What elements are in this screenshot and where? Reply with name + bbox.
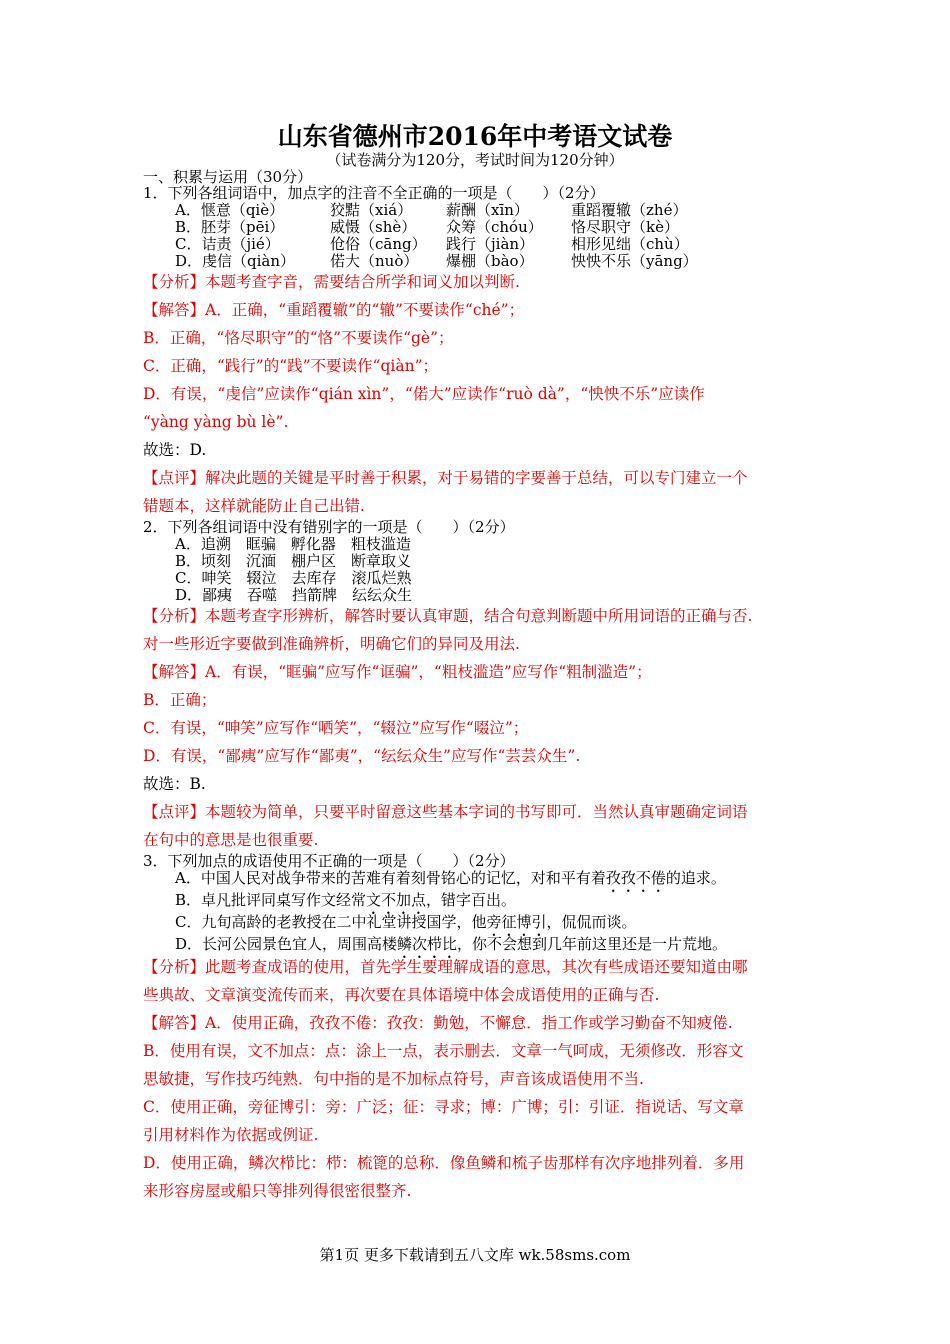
q1-answer-line-2: B．正确，“恪尽职守”的“恪”不要读作“gè”； [143, 329, 454, 347]
q2-option-d: D．鄙痍 吞噬 挡箭牌 纭纭众生 [175, 586, 413, 604]
q1-a-word-3: 薪酬（xīn） [446, 201, 529, 219]
q1-c-word-3: 践行（jiàn） [446, 235, 535, 253]
q2-comment-line-1: 【点评】本题较为简单，只要平时留意这些基本字词的书写即可．当然认真审题确定词语 [143, 803, 748, 821]
q3-answer-line-1: 【解答】A．使用正确，孜孜不倦：孜孜：勤勉，不懈怠．指工作或学习勤奋不知疲倦. [143, 1014, 733, 1032]
q3-d-text: D．长河公园景色宜人，周围高楼 [175, 935, 398, 953]
q1-answer-line-4: D．有误，“虔信”应读作“qián xìn”，“偌大”应读作“ruò dà”，“怏怏不乐”应读作 [143, 385, 705, 403]
q2-analysis-line-2: 对一些形近字要做到准确辨析，明确它们的异同及用法. [143, 635, 520, 653]
q1-c-word-2: 伧俗（cāng） [330, 235, 427, 253]
page-footer: 第1页 更多下载请到五八文库 wk.58sms.com [319, 1246, 631, 1264]
q1-d-word-2: 偌大（nuò） [330, 252, 419, 270]
q3-c-idiom: 旁征博引 [486, 913, 547, 931]
q2-choice: 故选：B. [143, 775, 206, 793]
q1-a-word-1: A．惬意（qiè） [175, 201, 285, 219]
q1-stem: 1．下列各组词语中，加点字的注音不全正确的一项是（ ）（2分） [143, 184, 605, 202]
q1-option-c [0, 235, 950, 253]
q1-analysis: 【分析】本题考查字音，需要结合所学和词义加以判断. [143, 273, 520, 291]
q2-option-b: B．顷刻 沉湎 棚户区 断章取义 [175, 552, 412, 570]
q3-d-idiom: 鳞次栉比 [397, 935, 458, 953]
q3-d-text-end: ，你不会想到几年前这里还是一片荒地。 [457, 935, 728, 953]
q1-b-word-2: 威慑（shè） [330, 218, 417, 236]
q1-b-word-4: 恪尽职守（kè） [571, 218, 679, 236]
section-heading: 一、积累与运用（30分） [143, 168, 313, 186]
q3-answer-line-4: C．使用正确，旁征博引：旁：广泛；征：寻求；博：广博；引：引证．指说话、写文章 [143, 1098, 744, 1116]
q3-c-text-end: ，侃侃而谈。 [546, 913, 637, 931]
q3-answer-line-7: 来形容房屋或船只等排列得很密很整齐. [143, 1182, 412, 1200]
q1-c-word-1: C．诘责（jié） [175, 235, 280, 253]
q1-comment-line-2: 错题本，这样就能防止自己出错. [143, 497, 365, 515]
exam-subtitle: （试卷满分为120分，考试时间为120分钟） [326, 151, 624, 169]
q2-comment-line-2: 在句中的意思是也很重要. [143, 831, 319, 849]
q1-a-word-4: 重蹈覆辙（zhé） [571, 201, 688, 219]
q2-analysis-line-1: 【分析】本题考查字形辨析，解答时要认真审题，结合句意判断题中所用词语的正确与否. [143, 607, 753, 625]
q3-stem: 3．下列加点的成语使用不正确的一项是（ ）（2分） [143, 852, 515, 870]
q3-analysis-line-2: 些典故、文章演变流传而来，再次要在具体语境中体会成语使用的正确与否. [143, 986, 660, 1004]
q1-a-word-2: 狡黠（xiá） [330, 201, 413, 219]
page-title: 山东省德州市2016年中考语文试卷 [277, 122, 673, 151]
q3-answer-line-3: 思敏捷，写作技巧纯熟．句中指的是不加标点符号，声音该成语使用不当. [143, 1070, 644, 1088]
q1-b-word-3: 众筹（chóu） [446, 218, 543, 236]
q1-option-b [0, 218, 950, 236]
q1-choice: 故选：D. [143, 441, 207, 459]
q2-answer-line-2: B．正确； [143, 691, 217, 709]
q2-option-a: A．追溯 眶骗 孵化器 粗枝滥造 [175, 535, 411, 553]
q3-a-text-end: 的追求。 [665, 869, 726, 887]
q3-b-text: B．卓凡批评同桌写作文经常 [175, 891, 367, 909]
q3-a-text: A．中国人民对战争带来的苦难有着刻骨铭心的记忆，对和平有着 [175, 869, 606, 887]
q3-a-idiom: 孜孜不倦 [605, 869, 666, 887]
q1-option-d [0, 252, 950, 270]
q1-b-word-1: B．胚芽（pēi） [175, 218, 285, 236]
q1-option-a [0, 201, 950, 219]
q3-answer-line-2: B．使用有误，文不加点：点：涂上一点，表示删去．文章一气呵成，无须修改．形容文 [143, 1042, 744, 1060]
q2-option-c: C．呻笑 辍泣 去库存 滚瓜烂熟 [175, 569, 412, 587]
q1-answer-line-1: 【解答】A．正确，“重蹈覆辙”的“辙”不要读作“ché”； [143, 301, 525, 319]
q3-b-idiom: 文不加点 [366, 891, 427, 909]
q1-c-word-4: 相形见绌（chù） [571, 235, 689, 253]
q2-answer-line-4: D．有误，“鄙痍”应写作“鄙夷”，“纭纭众生”应写作“芸芸众生”. [143, 747, 581, 765]
q3-answer-line-6: D．使用正确，鳞次栉比：栉：梳篦的总称．像鱼鳞和梳子齿那样有次序地排列着．多用 [143, 1154, 745, 1172]
q1-d-word-1: D．虔信（qiàn） [175, 252, 296, 270]
q3-b-text-end: ，错字百出。 [426, 891, 517, 909]
q2-answer-line-3: C．有误，“呻笑”应写作“哂笑”，“辍泣”应写作“啜泣”； [143, 719, 529, 737]
q1-answer-line-5: “yàng yàng bù lè”. [143, 413, 289, 431]
q2-answer-line-1: 【解答】A．有误，“眶骗”应写作“诓骗”，“粗枝滥造”应写作“粗制滥造”； [143, 663, 652, 681]
q3-answer-line-5: 引用材料作为依据或例证. [143, 1126, 319, 1144]
q1-comment-line-1: 【点评】解决此题的关键是平时善于积累，对于易错的字要善于总结，可以专门建立一个 [143, 469, 748, 487]
q2-stem: 2．下列各组词语中没有错别字的一项是（ ）（2分） [143, 518, 515, 536]
q1-d-word-4: 怏怏不乐（yāng） [571, 252, 698, 270]
q1-answer-line-3: C．正确，“践行”的“践”不要读作“qiàn”； [143, 357, 439, 375]
q1-d-word-3: 爆棚（bào） [446, 252, 534, 270]
q3-c-text: C．九旬高龄的老教授在二中礼堂讲授国学，他 [175, 913, 487, 931]
q3-analysis-line-1: 【分析】此题考查成语的使用，首先学生要理解成语的意思，其次有些成语还要知道由哪 [143, 958, 748, 976]
